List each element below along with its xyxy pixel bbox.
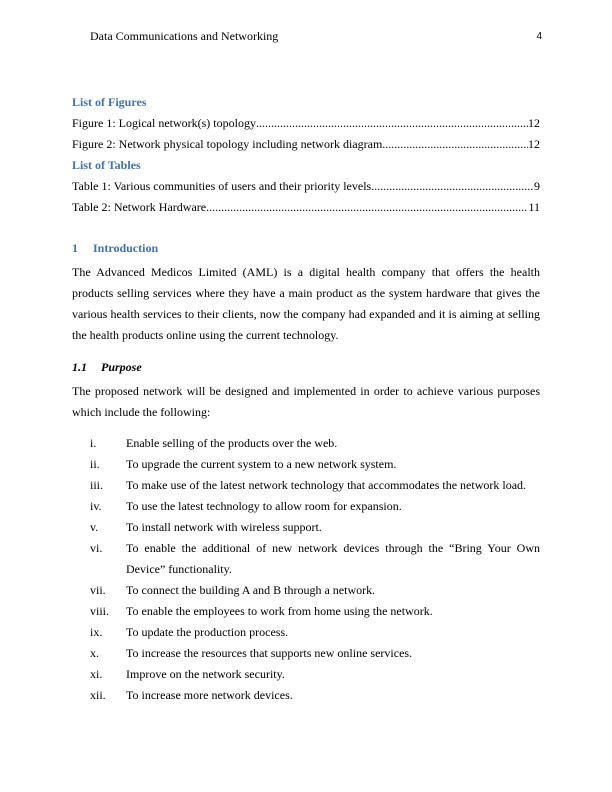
toc-leader-dots: [206, 200, 528, 215]
toc-entry-text: Figure 2: Network physical topology including network diagram: [72, 137, 383, 151]
list-item-text: To enable the additional of new network devices through the “Bring Your Own Device” functionality.: [126, 541, 540, 576]
list-item-number: vi.: [90, 541, 103, 555]
page-body: [72, 95, 540, 706]
list-of-tables-heading: List of Tables: [72, 158, 141, 172]
toc-entry-text: Figure 1: Logical network(s) topology: [72, 116, 256, 130]
section-title: Introduction: [93, 241, 159, 255]
list-item-number: viii.: [90, 604, 110, 618]
subsection-heading-purpose: [72, 360, 540, 375]
list-of-figures-heading: List of Figures: [72, 95, 147, 109]
section-heading-introduction: [72, 241, 540, 256]
toc-entry-page: 12: [528, 137, 540, 151]
list-item-text: To enable the employees to work from home using the network.: [126, 604, 433, 618]
list-item-text: To connect the building A and B through a network.: [126, 583, 376, 597]
list-item: [72, 517, 540, 538]
page-number: 4: [536, 31, 542, 42]
introduction-paragraph: The Advanced Medicos Limited (AML) is a digital health company that offers the health products selling services where they have a main product as the system hardware that gives the various health services to their clients, now the company had expanded and it is aiming at selling the health products online using the current technology.: [72, 265, 540, 342]
toc-entry-page: 12: [528, 116, 540, 130]
toc-leader-dots: [382, 137, 528, 152]
list-item: [72, 580, 540, 601]
toc-entry-table-2[interactable]: [72, 200, 540, 221]
running-header-title: Data Communications and Networking: [90, 29, 279, 43]
list-item-text: Enable selling of the products over the web.: [126, 436, 338, 450]
toc-leader-dots: [256, 116, 528, 131]
subsection-number: 1.1: [72, 360, 87, 374]
list-item-number: xi.: [90, 667, 103, 681]
toc-entry-figure-1[interactable]: [72, 116, 540, 137]
list-item-number: ix.: [90, 625, 103, 639]
list-item-number: xii.: [90, 688, 106, 702]
list-item-text: To make use of the latest network technology that accommodates the network load.: [126, 478, 527, 492]
list-item: [72, 433, 540, 454]
list-item-text: To upgrade the current system to a new network system.: [126, 457, 397, 471]
list-item-number: x.: [90, 646, 99, 660]
subsection-title: Purpose: [101, 360, 142, 374]
purpose-paragraph: The proposed network will be designed and implemented in order to achieve various purposes which include the following:: [72, 384, 540, 419]
list-item-text: To use the latest technology to allow room for expansion.: [126, 499, 402, 513]
list-item-text: To increase more network devices.: [126, 688, 293, 702]
list-item: [72, 475, 540, 496]
list-item-number: ii.: [90, 457, 100, 471]
list-item-number: i.: [90, 436, 97, 450]
toc-entry-text: Table 1: Various communities of users and their priority levels: [72, 179, 372, 193]
toc-entry-figure-2[interactable]: [72, 137, 540, 158]
list-item: [72, 496, 540, 517]
list-item: [72, 622, 540, 643]
toc-entry-table-1[interactable]: [72, 179, 540, 200]
list-item-number: iv.: [90, 499, 102, 513]
list-item-text: To install network with wireless support.: [126, 520, 322, 534]
list-item: [72, 538, 540, 580]
list-item: [72, 664, 540, 685]
toc-entry-page: 9: [534, 179, 540, 193]
list-item-text: To update the production process.: [126, 625, 289, 639]
list-item-text: To increase the resources that supports new online services.: [126, 646, 413, 660]
list-item: [72, 601, 540, 622]
list-item-number: v.: [90, 520, 99, 534]
toc-leader-dots: [371, 179, 534, 194]
toc-entry-page: 11: [528, 200, 540, 214]
list-item: [72, 685, 540, 706]
list-item-number: vii.: [90, 583, 106, 597]
purpose-list: [72, 433, 540, 706]
list-item-text: Improve on the network security.: [126, 667, 285, 681]
list-item: [72, 643, 540, 664]
toc-entry-text: Table 2: Network Hardware: [72, 200, 207, 214]
section-number: 1: [72, 241, 78, 255]
list-item-number: iii.: [90, 478, 104, 492]
list-item: [72, 454, 540, 475]
